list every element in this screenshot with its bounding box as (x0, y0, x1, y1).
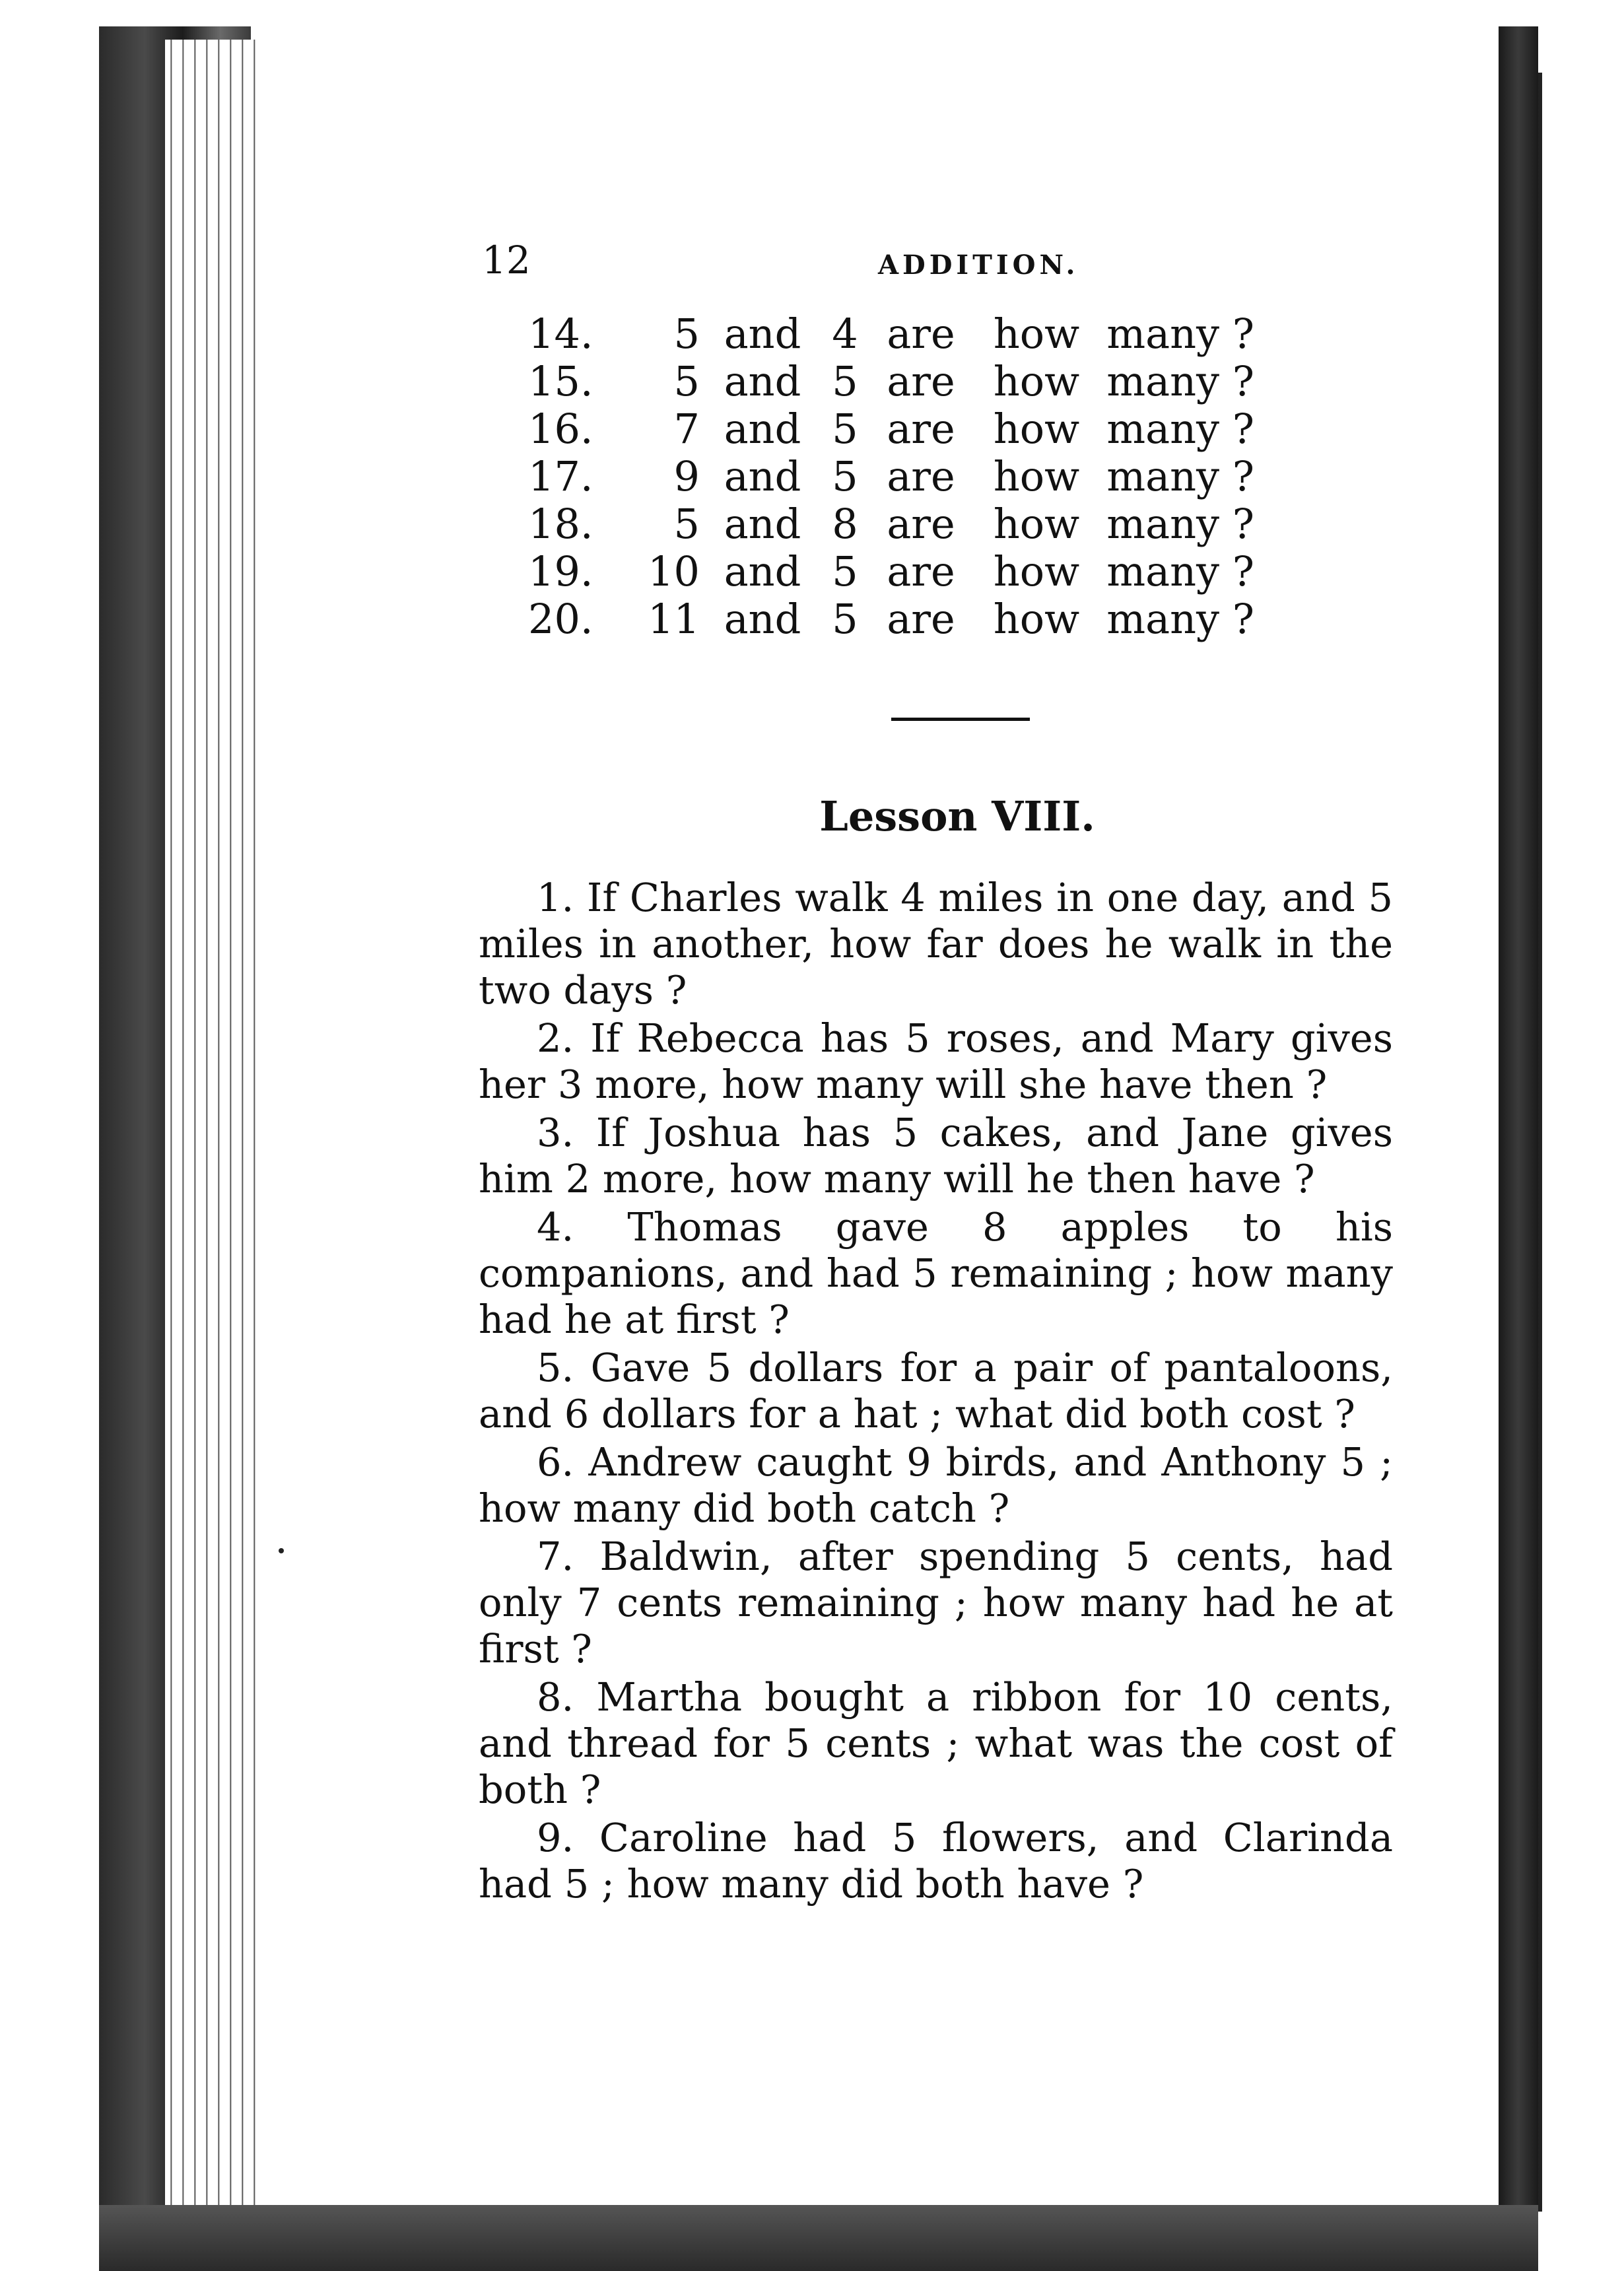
word-how: how (993, 500, 1080, 548)
problem: 3. If Joshua has 5 cakes, and Jane gives him 2 more, how many will he then have ? (479, 1110, 1393, 1202)
section-divider (891, 718, 1030, 721)
addend-b: 4 (832, 310, 858, 358)
exercise-row (528, 405, 1254, 453)
addend-a: 9 (673, 452, 700, 500)
book-page (264, 40, 1492, 2205)
word-many: many ? (1106, 310, 1254, 358)
exercise-row (528, 595, 1254, 643)
problem: 2. If Rebecca has 5 roses, and Mary gives her 3 more, how many will she have then ? (479, 1015, 1393, 1107)
right-gutter (1499, 26, 1538, 2264)
addend-a: 5 (673, 500, 700, 548)
word-and: and (724, 405, 801, 453)
word-how: how (993, 310, 1080, 358)
addend-b: 5 (832, 547, 858, 595)
exercise-number: 14. (528, 310, 593, 358)
word-and: and (724, 547, 801, 595)
word-are: are (887, 595, 955, 643)
exercise-number: 19. (528, 547, 593, 595)
addend-a: 5 (673, 310, 700, 358)
page-edges (165, 40, 264, 2238)
word-are: are (887, 452, 955, 500)
addend-b: 5 (832, 452, 858, 500)
lesson-title: Lesson VIII. (819, 792, 1095, 840)
ink-speck (279, 1548, 284, 1553)
problem: 1. If Charles walk 4 miles in one day, and 5 miles in another, how far does he walk in the two days ? (479, 875, 1393, 1013)
word-how: how (993, 452, 1080, 500)
word-and: and (724, 500, 801, 548)
page-number: 12 (482, 238, 531, 283)
addend-b: 5 (832, 595, 858, 643)
facing-page-edge (1538, 73, 1624, 2212)
word-are: are (887, 547, 955, 595)
exercise-table (528, 310, 1254, 643)
problem: 7. Baldwin, after spending 5 cents, had only 7 cents remaining ; how many had he at first ? (479, 1534, 1393, 1672)
word-are: are (887, 310, 955, 358)
word-many: many ? (1106, 500, 1254, 548)
problem: 5. Gave 5 dollars for a pair of pantaloons, and 6 dollars for a hat ; what did both cost ? (479, 1345, 1393, 1437)
word-how: how (993, 547, 1080, 595)
word-how: how (993, 405, 1080, 453)
exercise-row (528, 500, 1254, 548)
exercise-number: 16. (528, 405, 593, 453)
problem: 9. Caroline had 5 flowers, and Clarinda had 5 ; how many did both have ? (479, 1815, 1393, 1907)
word-how: how (993, 357, 1080, 405)
word-and: and (724, 595, 801, 643)
word-and: and (724, 310, 801, 358)
exercise-row (528, 358, 1254, 405)
word-are: are (887, 500, 955, 548)
word-many: many ? (1106, 405, 1254, 453)
word-many: many ? (1106, 547, 1254, 595)
addend-a: 10 (648, 547, 700, 595)
exercise-number: 20. (528, 595, 593, 643)
exercise-row (528, 548, 1254, 595)
word-are: are (887, 405, 955, 453)
top-margin (99, 0, 1538, 33)
word-many: many ? (1106, 595, 1254, 643)
running-title: ADDITION. (878, 250, 1079, 281)
word-how: how (993, 595, 1080, 643)
word-many: many ? (1106, 357, 1254, 405)
problem: 4. Thomas gave 8 apples to his companions, and had 5 remaining ; how many had he at first ? (479, 1204, 1393, 1342)
word-many: many ? (1106, 452, 1254, 500)
problem-list (479, 875, 1393, 1909)
addend-a: 11 (648, 595, 700, 643)
addend-b: 5 (832, 405, 858, 453)
exercise-body (528, 310, 1254, 643)
addend-b: 5 (832, 357, 858, 405)
word-are: are (887, 357, 955, 405)
exercise-number: 15. (528, 357, 593, 405)
exercise-row (528, 310, 1254, 358)
problem: 6. Andrew caught 9 birds, and Anthony 5 ; how many did both catch ? (479, 1439, 1393, 1531)
addend-b: 8 (832, 500, 858, 548)
addend-a: 5 (673, 357, 700, 405)
problem: 8. Martha bought a ribbon for 10 cents, and thread for 5 cents ; what was the cost of both ? (479, 1674, 1393, 1812)
bottom-edge (99, 2205, 1538, 2271)
word-and: and (724, 452, 801, 500)
word-and: and (724, 357, 801, 405)
exercise-number: 18. (528, 500, 593, 548)
exercise-row (528, 453, 1254, 500)
exercise-number: 17. (528, 452, 593, 500)
addend-a: 7 (673, 405, 700, 453)
page-header (482, 238, 1340, 304)
